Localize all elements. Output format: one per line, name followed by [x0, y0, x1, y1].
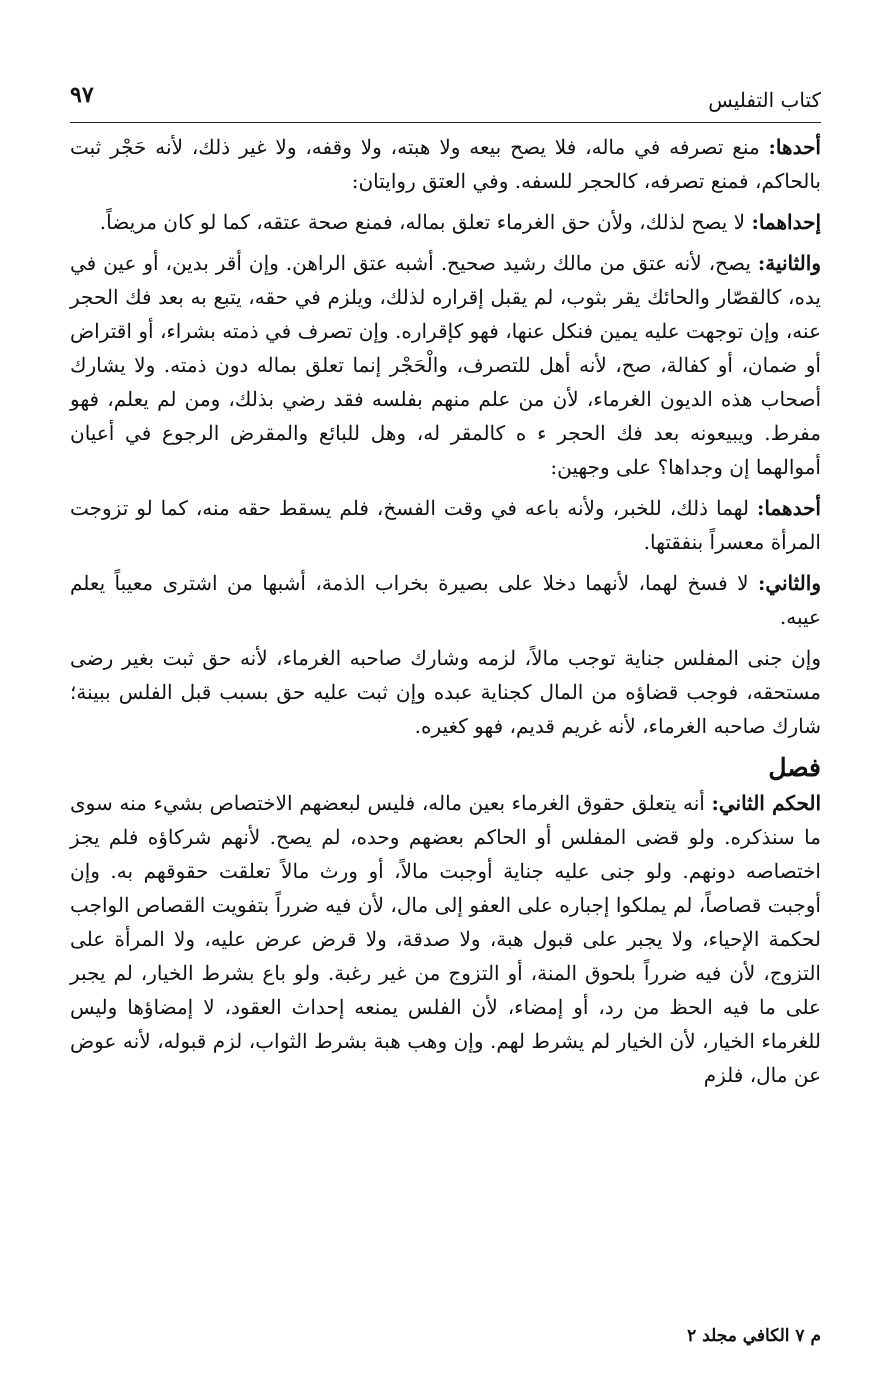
paragraph-text: يصح، لأنه عتق من مالك رشيد صحيح. أشبه عتق الراهن. وإن أقر بدين، أو عين في يده، كالقصّار والحائك يقر بثوب، لم يقبل إقراره لذلك، ويلزم في حقه، يتبع به بعد فك الحجر عنه، وإن توجهت عليه يمين فنكل عنها، فهو كإقراره. وإن تصرف في ذمته بشراء، أو اقتراض أو ضمان، أو كفالة، صح، لأنه أهل للتصرف، والْحَجْر إنما تعلق بماله دون ذمته. ولا يشارك أصحاب هذه الديون الغرماء، لأن من علم منهم بفلسه فقد رضي بذلك، ومن لم يعلم، فهو مفرط. ويبيعونه بعد فك الحجر ء ه كالمقر له، وهل للبائع والمقرض الرجوع في أعيان أموالهما إن وجداها؟ على وجهين:: [70, 251, 822, 479]
paragraph-lead: الحكم الثاني:: [711, 791, 822, 815]
paragraph-text: لهما ذلك، للخبر، ولأنه باعه في وقت الفسخ، فلم يسقط حقه منه، كما لو تزوجت المرأة معسراً بنفقتها.: [70, 496, 821, 554]
page-header: [70, 78, 821, 123]
paragraph-lead: أحدهما:: [756, 496, 821, 520]
paragraph-lead: إحداهما:: [751, 210, 821, 234]
paragraph-lead: أحدها:: [768, 135, 821, 159]
paragraph-second-narration: [70, 246, 821, 484]
paragraph-first-narration: [70, 205, 821, 239]
paragraph-lead: والثانية:: [757, 251, 821, 275]
page-number: ٩٧: [70, 82, 94, 108]
paragraph-second-ruling: [70, 786, 821, 1092]
printer-signature: م ٧ الكافي مجلد ٢: [687, 1326, 821, 1346]
paragraph-first-ruling: [70, 130, 821, 198]
paragraph-crime-liability: [70, 641, 821, 743]
running-title: كتاب التفليس: [708, 88, 821, 112]
paragraph-text: لا فسخ لهما، لأنهما دخلا على بصيرة بخراب الذمة، أشبها من اشترى معيباً يعلم عيبه.: [70, 571, 821, 629]
page-body: [70, 130, 821, 1099]
section-heading: فصل: [768, 753, 821, 782]
paragraph-lead: والثاني:: [757, 571, 821, 595]
paragraph-text: لا يصح لذلك، ولأن حق الغرماء تعلق بماله، فمنع صحة عتقه، كما لو كان مريضاً.: [99, 210, 752, 234]
paragraph-second-aspect: [70, 566, 821, 634]
paragraph-first-aspect: [70, 491, 821, 559]
paragraph-text: أنه يتعلق حقوق الغرماء بعين ماله، فليس لبعضهم الاختصاص بشيء منه سوى ما سنذكره. ولو قضى المفلس أو الحاكم بعضهم وحده، لم يصح. لأنهم شركاؤه فلم يجز اختصاصه دونهم. ولو جنى عليه جناية أوجبت مالاً، أو ورث مالاً تعلقت حقوقهم به. وإن أوجبت قصاصاً، لم يملكوا إجباره على العفو إلى مال، لأن فيه ضرراً بتفويت القصاص الواجب لحكمة الإحياء، ولا يجبر على قبول هبة، ولا صدقة، ولا قرض عرض عليه، ولا المرأة على التزوج، لأن فيه ضرراً بلحوق المنة، أو التزوج من غير رغبة. ولو باع بشرط الخيار، لم يجبر على ما فيه الحظ من رد، أو إمضاء، لأن الفلس يمنعه إحداث العقود، لا إمضاؤها وليس للغرماء الخيار، لأن الخيار لم يشرط لهم. وإن وهب هبة بشرط الثواب، لزم قبوله، لأنه عوض عن مال، فلزم: [70, 791, 821, 1087]
paragraph-text: منع تصرفه في ماله، فلا يصح بيعه ولا هبته، ولا وقفه، ولا غير ذلك، لأنه حَجْر ثبت بالحاكم، فمنع تصرفه، كالحجر للسفه. وفي العتق روايتان:: [70, 135, 821, 193]
paragraph-text: وإن جنى المفلس جناية توجب مالاً، لزمه وشارك صاحبه الغرماء، لأنه حق ثبت بغير رضى مستحقه، فوجب قضاؤه من المال كجناية عبده وإن ثبت عليه حق بسبب قبل الفلس ببينة؛ شارك صاحبه الغرماء، لأنه غريم قديم، فهو كغيره.: [70, 646, 821, 738]
